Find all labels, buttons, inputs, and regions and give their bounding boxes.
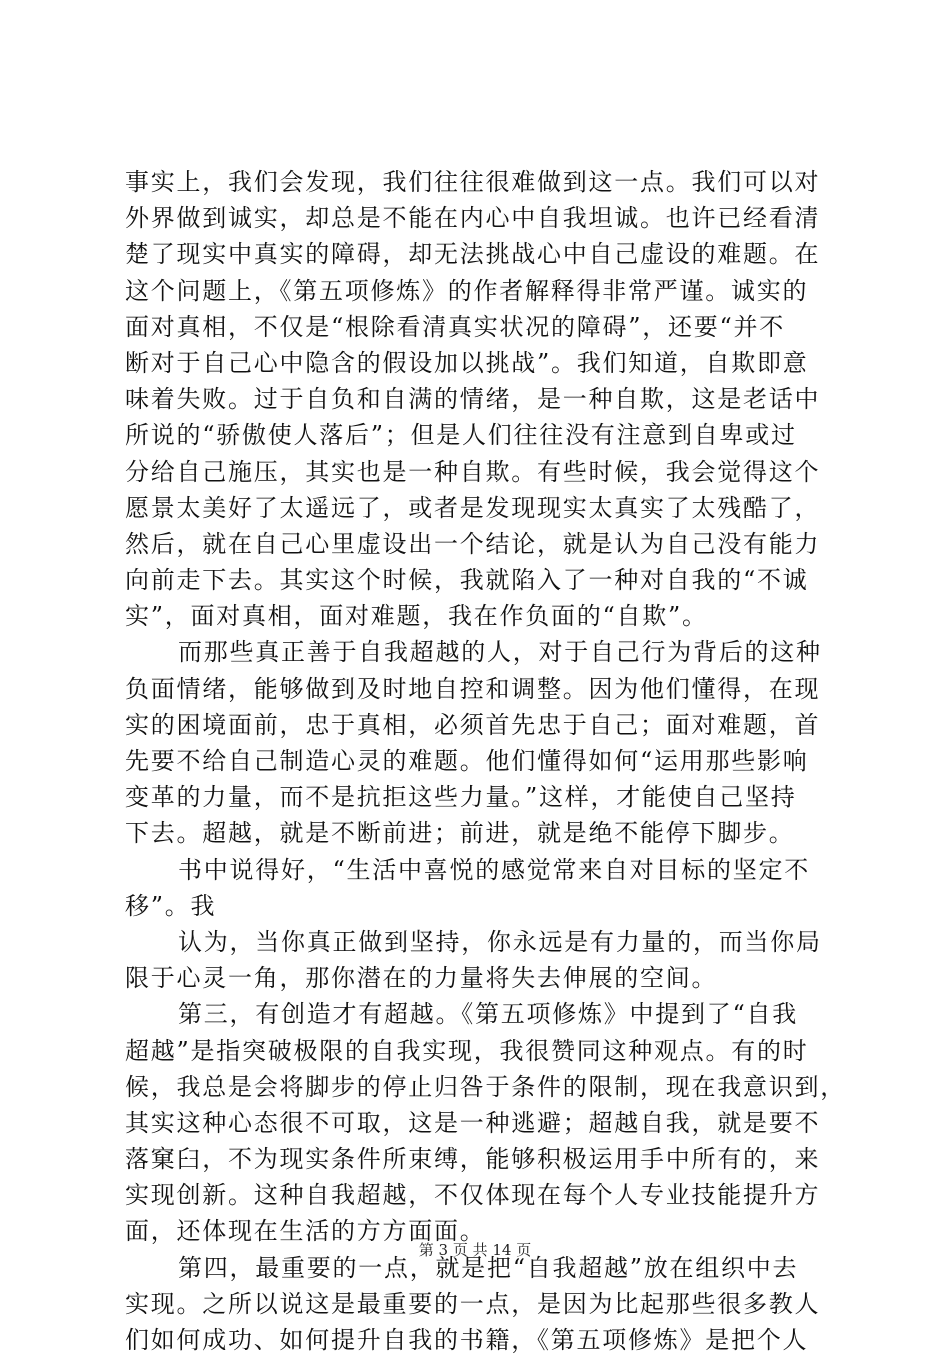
text-line: 移”。我 (125, 891, 217, 920)
text-line: 然后，就在自己心里虚设出一个结论，就是认为自己没有能力 (125, 529, 821, 558)
document-body (125, 164, 845, 1358)
text-line: 向前走下去。其实这个时候，我就陷入了一种对自我的“不诚 (125, 566, 809, 595)
text-line: 实的困境面前，忠于真相，必须首先忠于自己；面对难题，首 (125, 710, 821, 739)
text-line: 先要不给自己制造心灵的难题。他们懂得如何“运用那些影响 (125, 747, 809, 775)
text-line: 实现。之所以说这是最重要的一点，是因为比起那些很多教人 (125, 1289, 821, 1318)
text-line: 其实这种心态很不可取，这是一种逃避；超越自我，就是要不 (125, 1108, 821, 1137)
text-line: 第四，最重要的一点，就是把“自我超越”放在组织中去 (178, 1253, 799, 1282)
text-line: 外界做到诚实，却总是不能在内心中自我坦诚。也许已经看清 (125, 204, 821, 233)
text-line: 所说的“骄傲使人落后”；但是人们往往没有注意到自卑或过 (125, 421, 797, 450)
text-line: 愿景太美好了太遥远了，或者是发现现实太真实了太残酷了， (125, 493, 821, 522)
text-line: 负面情绪，能够做到及时地自控和调整。因为他们懂得，在现 (125, 674, 821, 703)
text-line: 认为，当你真正做到坚持，你永远是有力量的，而当你局 (178, 927, 822, 956)
text-line: 断对于自己心中隐含的假设加以挑战”。我们知道，自欺即意 (125, 348, 809, 377)
text-line: 分给自己施压，其实也是一种自欺。有些时候，我会觉得这个 (125, 457, 821, 486)
text-line: 面对真相，不仅是“根除看清真实状况的障碍”，还要“并不 (125, 312, 786, 341)
text-line: 而那些真正善于自我超越的人，对于自己行为背后的这种 (178, 638, 822, 667)
text-line: 味着失败。过于自负和自满的情绪，是一种自欺，这是老话中 (125, 385, 821, 414)
page-footer: 第 3 页 共 14 页 (418, 1241, 532, 1259)
text-line: 落窠臼，不为现实条件所束缚，能够积极运用手中所有的，来 (125, 1145, 821, 1174)
text-line: 面，还体现在生活的方方面面。 (125, 1217, 486, 1246)
text-line: 候，我总是会将脚步的停止归咎于条件的限制，现在我意识到， (125, 1072, 846, 1101)
text-line: 们如何成功、如何提升自我的书籍，《第五项修炼》是把个人 (125, 1326, 809, 1354)
text-line: 变革的力量，而不是抗拒这些力量。”这样，才能使自己坚持 (125, 783, 797, 812)
text-line: 超越”是指突破极限的自我实现，我很赞同这种观点。有的时 (125, 1036, 809, 1065)
text-line: 这个问题上，《第五项修炼》的作者解释得非常严谨。诚实的 (125, 276, 809, 305)
text-line: 下去。超越，就是不断前进；前进，就是绝不能停下脚步。 (125, 819, 795, 848)
text-line: 事实上，我们会发现，我们往往很难做到这一点。我们可以对 (125, 168, 821, 196)
text-line: 限于心灵一角，那你潜在的力量将失去伸展的空间。 (125, 964, 718, 993)
text-line: 书中说得好，“生活中喜悦的感觉常来自对目标的坚定不 (178, 855, 811, 884)
text-line: 第三，有创造才有超越。《第五项修炼》中提到了“自我 (178, 1000, 799, 1029)
text-line: 楚了现实中真实的障碍，却无法挑战心中自己虚设的难题。在 (125, 240, 821, 269)
text-line: 实”，面对真相，面对难题，我在作负面的“自欺”。 (125, 602, 708, 631)
text-line: 实现创新。这种自我超越，不仅体现在每个人专业技能提升方 (125, 1181, 821, 1210)
